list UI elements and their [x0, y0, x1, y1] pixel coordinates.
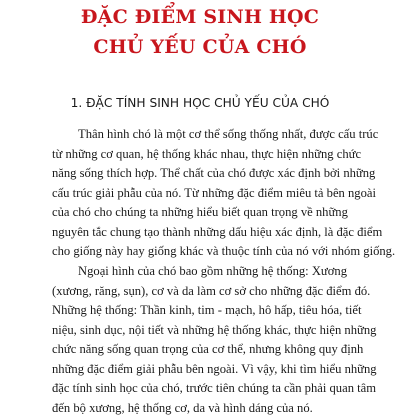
- paragraph-line: cấu trúc giải phẫu của nó. Từ những đặc điểm miêu tả bên ngoài: [52, 184, 356, 204]
- paragraph-line: đặc tính sinh học của chó, trước tiên chúng ta cần phải quan tâm: [52, 379, 356, 399]
- paragraph-1: [52, 125, 356, 262]
- paragraph-line: những đặc điểm giải phẫu bên ngoài. Vì vậy, khi tìm hiểu những: [52, 360, 356, 380]
- paragraph-2: [52, 262, 356, 418]
- paragraph-line: Những hệ thống: Thần kinh, tim - mạch, hô hấp, tiêu hóa, tiết: [52, 301, 356, 321]
- section-heading: 1. ĐẶC TÍNH SINH HỌC CHỦ YẾU CỦA CHÓ: [0, 94, 400, 112]
- paragraph-line: năng sống thích hợp. Thể chất của chó được xác định bởi những: [52, 164, 356, 184]
- paragraph-line: niệu, sinh dục, nội tiết và những hệ thống khác, thực hiện những: [52, 321, 356, 341]
- paragraph-line: của chó cho chúng ta những hiểu biết quan trọng về những: [52, 203, 356, 223]
- paragraph-line: chức năng sống quan trọng của cơ thể, nhưng không quy định: [52, 340, 356, 360]
- paragraph-line: Thân hình chó là một cơ thể sống thống nhất, được cấu trúc: [52, 125, 356, 145]
- paragraph-line: (xương, răng, sụn), cơ và da làm cơ sở cho những đặc điểm đó.: [52, 282, 356, 302]
- paragraph-line: nguyên tắc chung tạo thành những dấu hiệu xác định, là đặc điểm: [52, 223, 356, 243]
- paragraph-line: cho giống này hay giống khác và thuộc tính của nó với nhóm giống.: [52, 242, 356, 262]
- chapter-title-line-1: ĐẶC ĐIỂM SINH HỌC: [0, 2, 400, 32]
- chapter-title-line-2: CHỦ YẾU CỦA CHÓ: [0, 32, 400, 62]
- paragraph-line: từ những cơ quan, hệ thống khác nhau, thực hiện những chức: [52, 145, 356, 165]
- paragraph-line: đến bộ xương, hệ thống cơ, da và hình dáng của nó.: [52, 399, 356, 418]
- paragraph-line: Ngoại hình của chó bao gồm những hệ thống: Xương: [52, 262, 356, 282]
